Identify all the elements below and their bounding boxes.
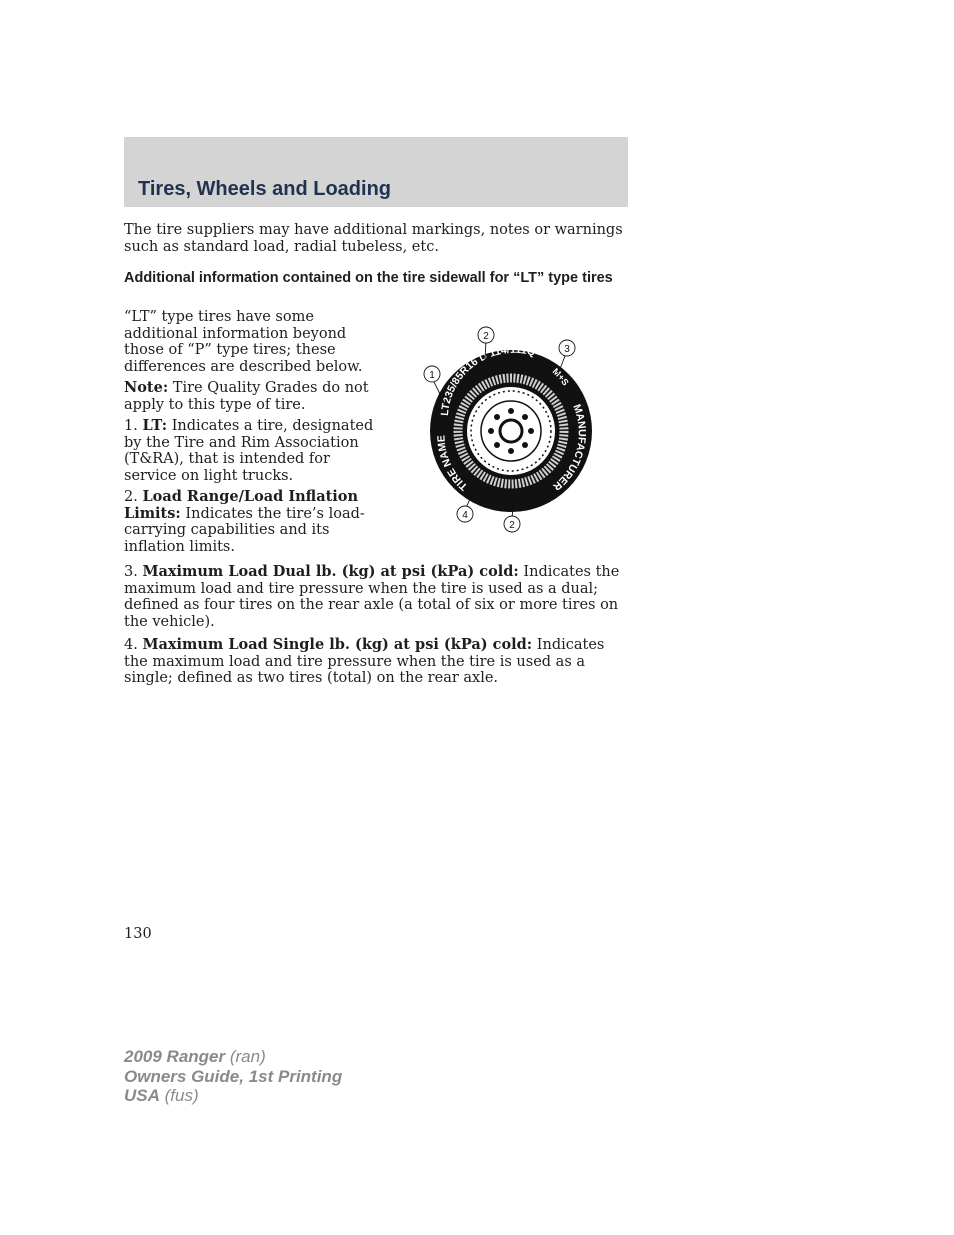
item-3-number: 3. bbox=[124, 564, 143, 580]
ms-marking: M+S bbox=[550, 366, 571, 388]
note-paragraph bbox=[124, 380, 382, 413]
footer-line-2: Owners Guide, 1st Printing bbox=[124, 1066, 343, 1086]
footer bbox=[124, 1047, 342, 1106]
note-label: Note: bbox=[124, 379, 169, 396]
lt-intro-paragraph: “LT” type tires have some additional information beyond those of “P” type tires; these differences are described below. bbox=[124, 309, 363, 375]
callout-2-top: 2 bbox=[483, 331, 489, 342]
callout-3: 3 bbox=[564, 344, 570, 355]
tire-name-label: TIRE NAME bbox=[435, 434, 471, 493]
note-text: Tire Quality Grades do not apply to this type of tire. bbox=[124, 380, 369, 413]
footer-region: USA bbox=[124, 1086, 160, 1105]
tire-sidewall-diagram bbox=[410, 318, 610, 540]
footer-region-code: (fus) bbox=[159, 1086, 199, 1105]
item-4-text: Indicates the maximum load and tire pressure when the tire is used as a single; defined as two tires (total) on the rear axle. bbox=[124, 637, 605, 686]
item-4-label: Maximum Load Single lb. (kg) at psi (kPa) cold: bbox=[142, 636, 533, 653]
item-2-text: Indicates the tire’s load-carrying capabilities and its inflation limits. bbox=[124, 505, 365, 555]
section-title: Tires, Wheels and Loading bbox=[138, 178, 392, 200]
footer-line-1 bbox=[124, 1047, 342, 1067]
item-2-number: 2. bbox=[124, 489, 143, 505]
manufacturer-label: MANUFACTURER bbox=[550, 402, 588, 493]
item-2-label: Load Range/Load Inflation Limits: bbox=[124, 488, 359, 522]
item-2 bbox=[124, 489, 382, 555]
size-marking: LT235/85R16 D 114/111Q bbox=[438, 343, 537, 417]
item-3-label: Maximum Load Dual lb. (kg) at psi (kPa) cold: bbox=[142, 563, 519, 580]
left-column bbox=[124, 309, 382, 560]
item-3-text: Indicates the maximum load and tire pressure when the tire is used as a dual; defined as four tires on the rear axle (a total of six or more tires on the vehicle). bbox=[124, 564, 620, 630]
item-4-number: 4. bbox=[124, 637, 143, 653]
footer-model-code: (ran) bbox=[225, 1047, 266, 1066]
footer-line-3 bbox=[124, 1086, 342, 1106]
item-1 bbox=[124, 418, 382, 484]
section-header-band bbox=[124, 137, 628, 207]
wheel-rim bbox=[467, 387, 555, 475]
callout-2-bottom: 2 bbox=[509, 520, 515, 531]
subheading: Additional information contained on the tire sidewall for “LT” type tires bbox=[124, 270, 613, 286]
tire-diagram-svg bbox=[410, 318, 610, 540]
footer-model: 2009 Ranger bbox=[124, 1047, 226, 1066]
intro-paragraph: The tire suppliers may have additional markings, notes or warnings such as standard load, radial tubeless, etc. bbox=[124, 222, 623, 255]
item-1-label: LT: bbox=[142, 417, 168, 434]
page-number: 130 bbox=[124, 926, 152, 942]
callout-4: 4 bbox=[462, 510, 468, 521]
item-1-number: 1. bbox=[124, 418, 143, 434]
item-3 bbox=[124, 564, 628, 630]
full-width-column bbox=[124, 564, 628, 694]
item-1-text: Indicates a tire, designated by the Tire and Rim Association (T&RA), that is intended for service on light trucks. bbox=[124, 418, 374, 484]
item-4 bbox=[124, 637, 628, 687]
callout-1: 1 bbox=[429, 370, 435, 381]
